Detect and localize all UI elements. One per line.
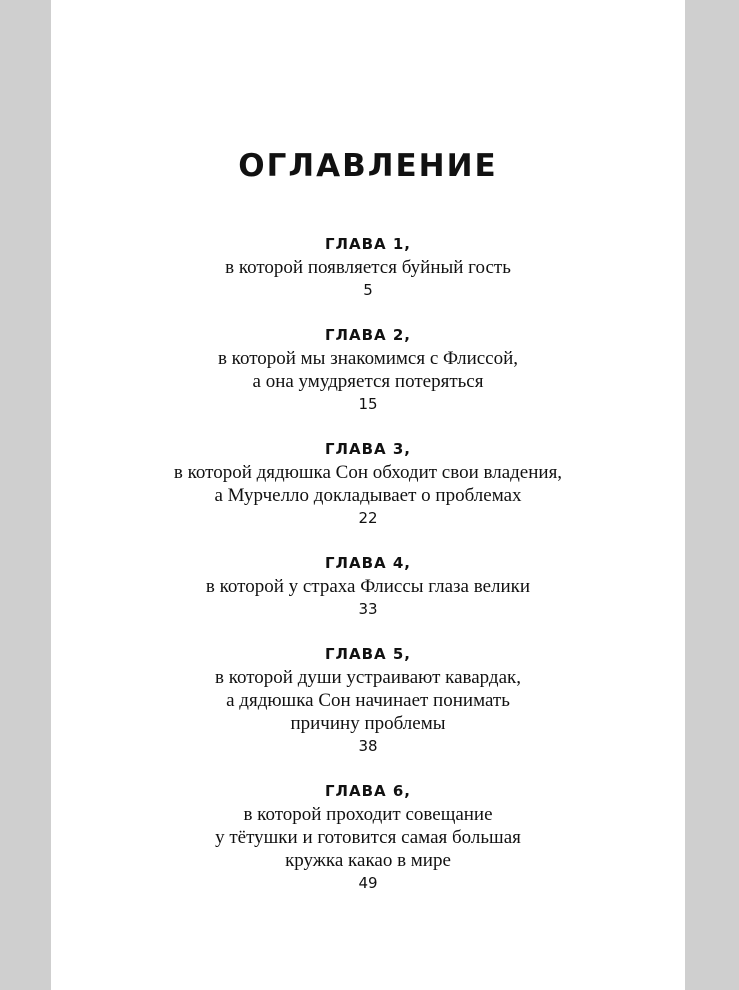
chapter-label: ГЛАВА 5, [324,645,412,663]
book-page [51,0,685,990]
chapter-label: ГЛАВА 6, [324,782,412,800]
chapter-description-line: кружка какао в мире [285,850,451,871]
chapter-page-number: 15 [358,395,378,413]
toc-entry-chapter-1 [51,232,685,301]
chapter-description-line: у тётушки и готовится самая большая [215,827,521,848]
chapter-page-number: 33 [358,600,378,618]
chapter-description-line: в которой проходит совещание [243,804,493,825]
table-of-contents [51,232,685,916]
chapter-label: ГЛАВА 1, [324,235,412,253]
toc-entry-chapter-3 [51,437,685,529]
toc-entry-chapter-4 [51,551,685,620]
chapter-page-number: 49 [358,874,378,892]
toc-title: ОГЛАВЛЕНИЕ [238,148,498,184]
chapter-description-line: в которой у страха Флиссы глаза велики [205,576,531,597]
chapter-page-number: 5 [363,281,373,299]
chapter-description-line: в которой души устраивают кавардак, [214,667,521,688]
chapter-description-line: в которой мы знакомимся с Флиссой, [217,348,519,369]
chapter-page-number: 38 [358,737,378,755]
chapter-description-line: а Мурчелло докладывает о проблемах [214,485,522,506]
chapter-description-line: в которой дядюшка Сон обходит свои владения, [173,462,563,483]
chapter-label: ГЛАВА 3, [324,440,412,458]
chapter-description-line: а она умудряется потеряться [252,371,484,392]
chapter-page-number: 22 [358,509,378,527]
chapter-label: ГЛАВА 4, [324,554,412,572]
toc-entry-chapter-5 [51,642,685,757]
chapter-description-line: причину проблемы [290,713,446,734]
chapter-description-line: в которой появляется буйный гость [225,257,511,278]
toc-entry-chapter-6 [51,779,685,894]
chapter-description-line: а дядюшка Сон начинает понимать [226,690,510,711]
toc-entry-chapter-2 [51,323,685,415]
chapter-label: ГЛАВА 2, [324,326,412,344]
